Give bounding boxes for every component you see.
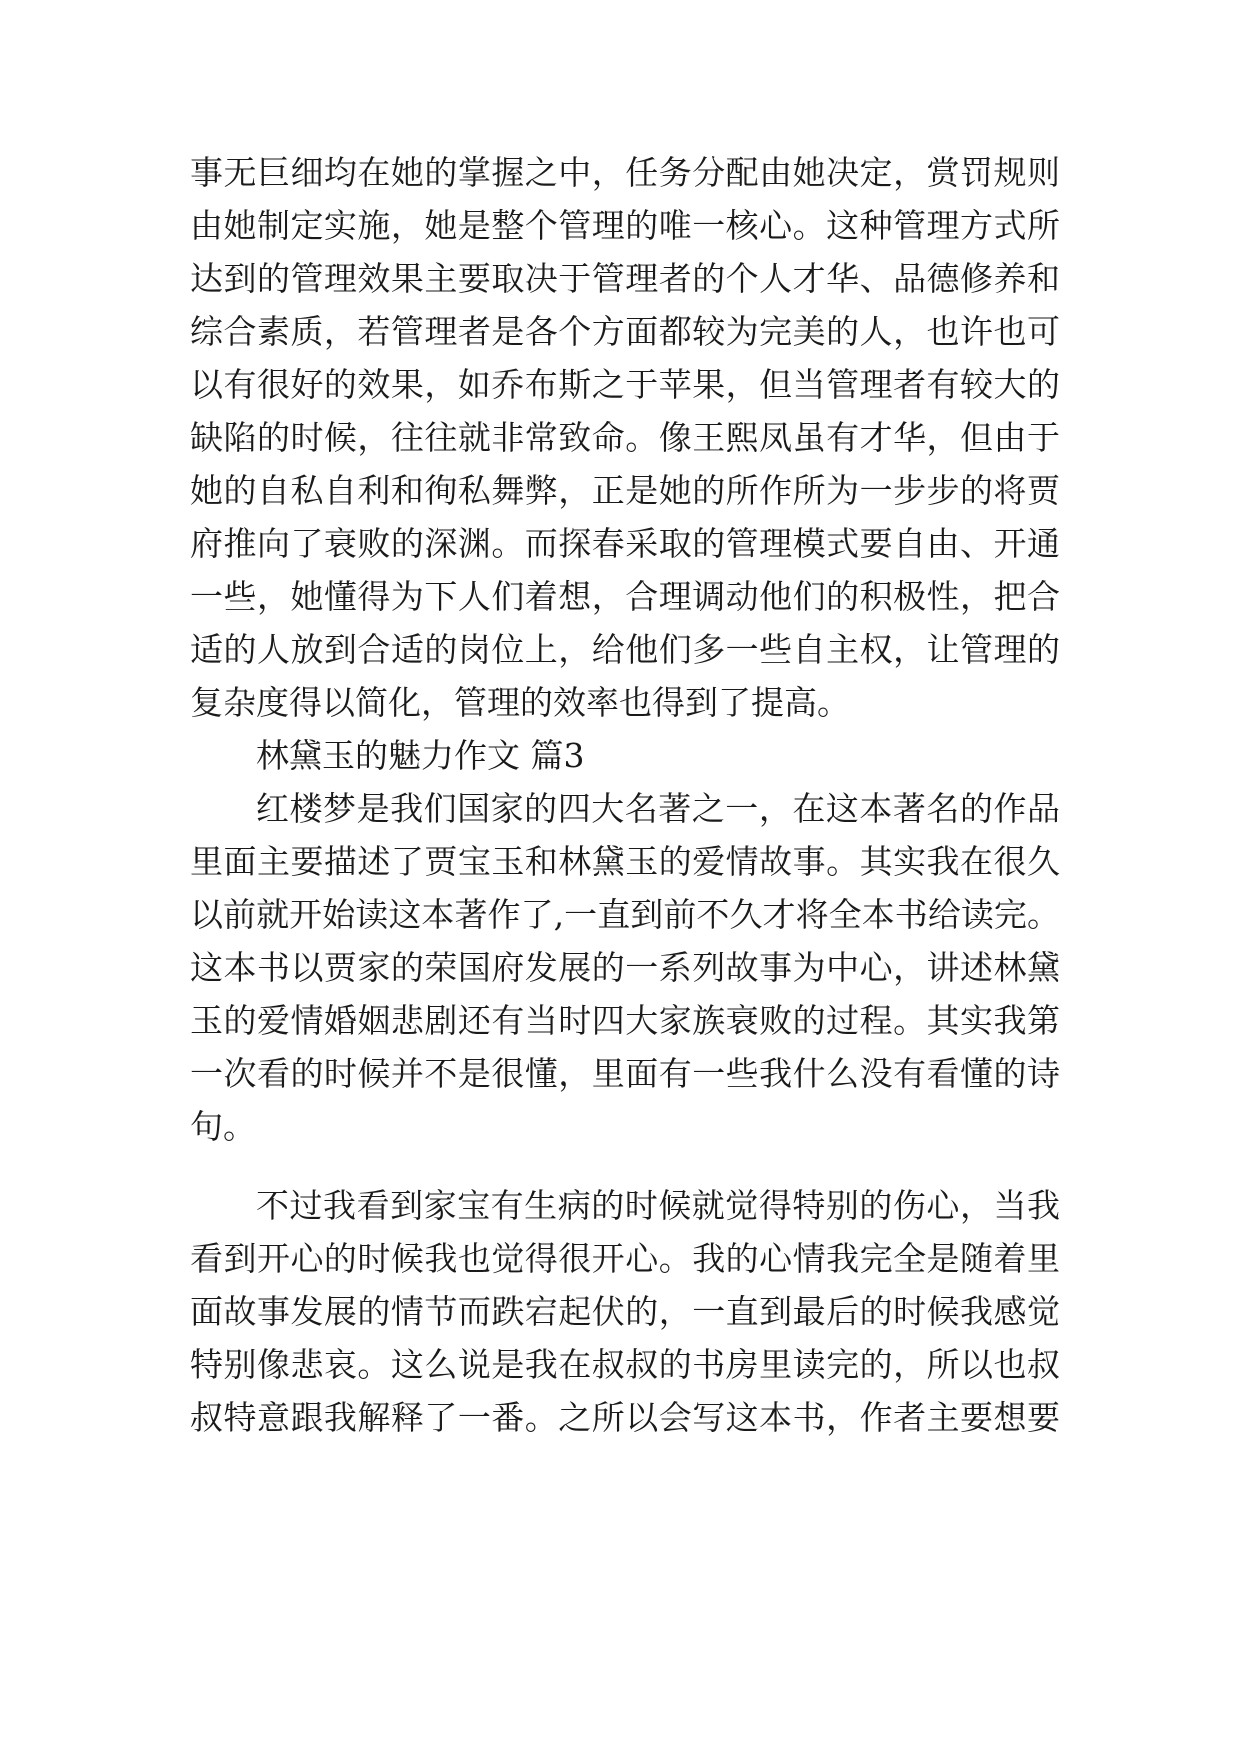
text-line: 里面主要描述了贾宝玉和林黛玉的爱情故事。其实我在很久 <box>190 842 1060 881</box>
text-line: 事无巨细均在她的掌握之中，任务分配由她决定，赏罚规则 <box>190 153 1060 192</box>
text-line: 府推向了衰败的深渊。而探春采取的管理模式要自由、开通 <box>190 524 1060 563</box>
text-line: 玉的爱情婚姻悲剧还有当时四大家族衰败的过程。其实我第 <box>190 1001 1060 1040</box>
text-line: 达到的管理效果主要取决于管理者的个人才华、品德修养和 <box>190 259 1060 298</box>
text-line: 由她制定实施，她是整个管理的唯一核心。这种管理方式所 <box>190 206 1060 245</box>
text-line: 复杂度得以简化，管理的效率也得到了提高。 <box>190 683 850 722</box>
text-line: 以有很好的效果，如乔布斯之于苹果，但当管理者有较大的 <box>190 365 1060 404</box>
text-line: 以前就开始读这本著作了,一直到前不久才将全本书给读完。 <box>190 895 1060 934</box>
text-line: 一次看的时候并不是很懂，里面有一些我什么没有看懂的诗 <box>190 1054 1060 1093</box>
section-heading: 林黛玉的魅力作文 篇3 <box>256 736 585 775</box>
text-line: 不过我看到家宝有生病的时候就觉得特别的伤心，当我 <box>256 1186 1060 1225</box>
text-line: 特别像悲哀。这么说是我在叔叔的书房里读完的，所以也叔 <box>190 1345 1060 1384</box>
text-line: 红楼梦是我们国家的四大名著之一，在这本著名的作品 <box>256 789 1060 828</box>
text-line: 面故事发展的情节而跌宕起伏的，一直到最后的时候我感觉 <box>190 1292 1060 1331</box>
text-line: 综合素质，若管理者是各个方面都较为完美的人，也许也可 <box>190 312 1060 351</box>
text-line: 缺陷的时候，往往就非常致命。像王熙凤虽有才华，但由于 <box>190 418 1060 457</box>
text-line: 看到开心的时候我也觉得很开心。我的心情我完全是随着里 <box>190 1239 1060 1278</box>
text-line: 她的自私自利和徇私舞弊，正是她的所作所为一步步的将贾 <box>190 471 1060 510</box>
text-line: 适的人放到合适的岗位上，给他们多一些自主权，让管理的 <box>190 630 1060 669</box>
text-line: 叔特意跟我解释了一番。之所以会写这本书，作者主要想要 <box>190 1398 1060 1437</box>
text-line: 这本书以贾家的荣国府发展的一系列故事为中心，讲述林黛 <box>190 948 1060 987</box>
text-line: 一些，她懂得为下人们着想，合理调动他们的积极性，把合 <box>190 577 1060 616</box>
text-line: 句。 <box>190 1107 256 1146</box>
